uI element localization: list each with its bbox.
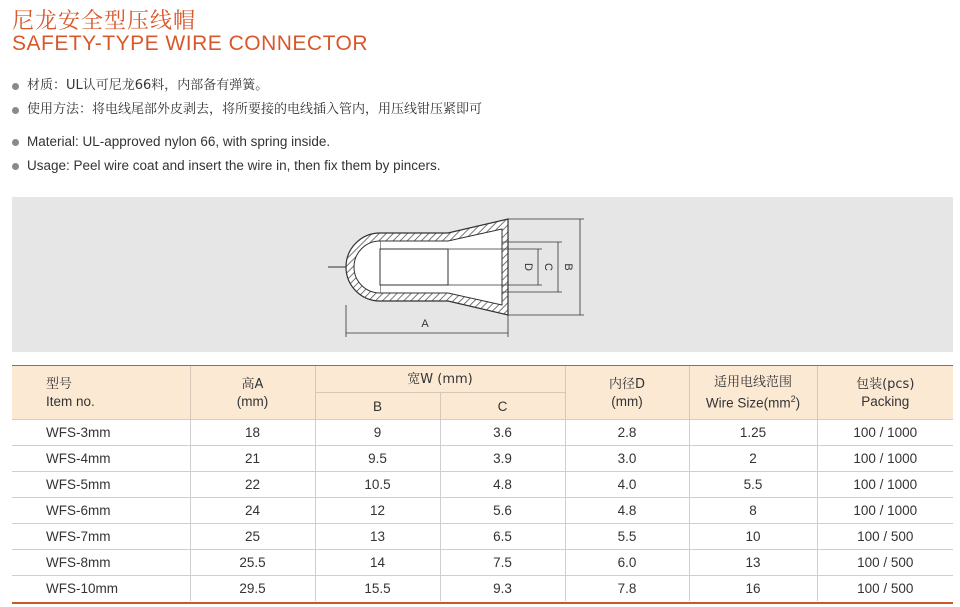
dimension-label-a: A [421, 318, 429, 330]
header-inner-diameter: 内径D (mm) [565, 366, 689, 420]
table-row: WFS-3mm 18 9 3.6 2.8 1.25 100 / 1000 [12, 420, 953, 446]
bullet-dot-icon [12, 163, 19, 170]
bullet-material-en: Material: UL-approved nylon 66, with spring inside. [12, 130, 482, 154]
table-row: WFS-4mm 21 9.5 3.9 3.0 2 100 / 1000 [12, 446, 953, 472]
bullet-dot-icon [12, 139, 19, 146]
table-row: WFS-8mm 25.5 14 7.5 6.0 13 100 / 500 [12, 550, 953, 576]
bullet-usage-cn: 使用方法：将电线尾部外皮剥去，将所要接的电线插入管内，用压线钳压紧即可 [12, 98, 482, 122]
header-wire-size: 适用电线范围 Wire $Size(mm^2)$ [689, 366, 817, 420]
bullet-usage-en: Usage: Peel wire coat and insert the wire in, then fix them by pincers. [12, 154, 482, 178]
table-row: WFS-7mm 25 13 6.5 5.5 10 100 / 500 [12, 524, 953, 550]
dimension-label-c: C [542, 263, 554, 271]
header-width-c: C [440, 393, 565, 420]
table-bottom-rule [12, 602, 953, 604]
connector-inner-tube [380, 249, 448, 285]
spec-bullet-list [12, 74, 482, 178]
table-row: WFS-10mm 29.5 15.5 9.3 7.8 16 100 / 500 [12, 576, 953, 602]
header-height: 高A (mm) [190, 366, 315, 420]
header-packing: 包装(pcs) Packing [856, 377, 915, 409]
table-header-row [12, 366, 953, 393]
dimension-label-b: B [562, 263, 574, 271]
header-width: 宽W (mm) [315, 366, 565, 393]
spec-table [12, 366, 953, 601]
header-width-b: B [315, 393, 440, 420]
table-row: WFS-5mm 22 10.5 4.8 4.0 5.5 100 / 1000 [12, 472, 953, 498]
page-title-cn: 尼龙安全型压线帽 [12, 9, 197, 34]
bullet-dot-icon [12, 107, 19, 114]
connector-drawing [12, 197, 953, 352]
header-item: 型号 Item no. [12, 366, 190, 420]
bullet-material-cn: 材质：UL认可尼龙66料，内部备有弹簧。 [12, 74, 482, 98]
connector-diagram [12, 197, 953, 352]
dimension-label-d: D [522, 263, 534, 271]
table-row: WFS-6mm 24 12 5.6 4.8 8 100 / 1000 [12, 498, 953, 524]
page-title-en: SAFETY-TYPE WIRE CONNECTOR [12, 32, 369, 55]
bullet-dot-icon [12, 83, 19, 90]
